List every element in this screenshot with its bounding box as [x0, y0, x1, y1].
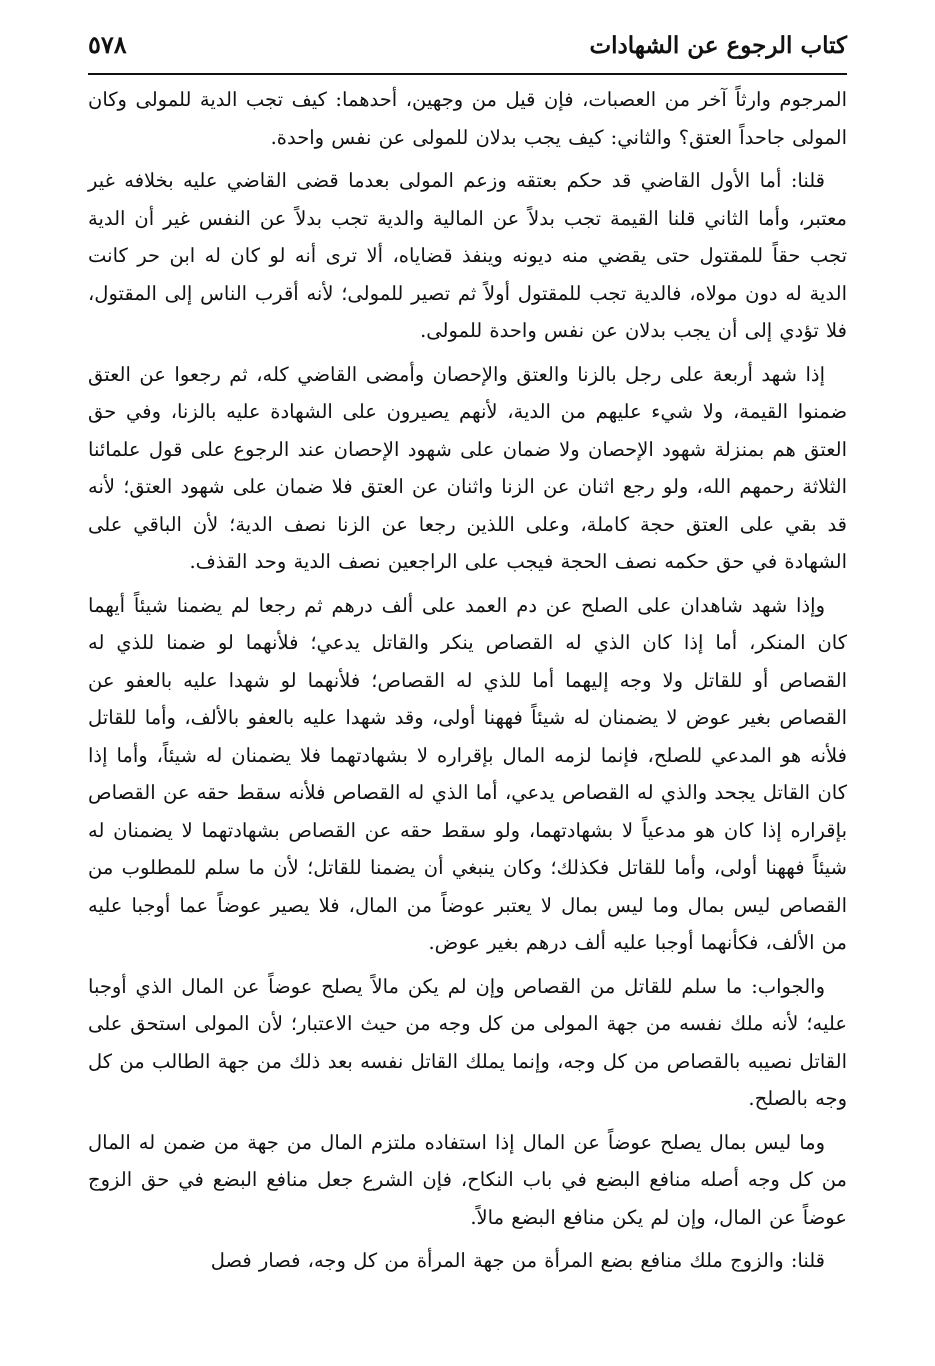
paragraph: قلنا: والزوج ملك منافع بضع المرأة من جهة المرأة من كل وجه، فصار فصل [210, 1249, 825, 1272]
page-body [88, 75, 847, 1280]
paragraph: وإذا شهد شاهدان على الصلح عن دم العمد على ألف درهم ثم رجعا لم يضمنا شيئاً أيهما كان المنكر، أما إذا كان الذي له القصاص ينكر والقاتل يدعي؛ فلأنهما لو ضمنا للذي له القصاص أو للقاتل ولا وجه إليهما أما للذي له القصاص؛ فلأنهما لو شهدا عليه بالعفو عن القصاص بغير عوض لا يضمنان له شيئاً فههنا أولى، وقد شهدا عليه بالعفو بالألف، وأما للقاتل فلأنه هو المدعي للصلح، فإنما لزمه المال بإقراره لا بشهادتهما فلا يضمنان له شيئاً، وأما إذا كان القاتل يجحد والذي له القصاص يدعي، أما الذي له القصاص فلأنه سقط حقه عن القصاص بإقراره إذا كان هو مدعياً لا بشهادتهما، ولو سقط حقه عن القصاص بشهادتهما لا يضمنان له شيئاً فههنا أولى، وأما للقاتل فكذلك؛ وكان ينبغي أن يضمنا للقاتل؛ لأن ما سلم للمطلوب من القصاص ليس بمال وما ليس بمال لا يعتبر عوضاً من المال، فلا يصير عوضاً عما أوجبا عليه من الألف، فكأنهما أوجبا عليه ألف درهم بغير عوض. [88, 593, 847, 954]
running-title: كتاب الرجوع عن الشهادات [589, 32, 847, 59]
page-header [88, 30, 847, 75]
paragraph: وما ليس بمال يصلح عوضاً عن المال إذا استفاده ملتزم المال من جهة من ضمن له المال من كل وجه أصله منافع البضع في باب النكاح، فإن الشرع جعل منافع البضع في حق الزوج عوضاً عن المال، وإن لم يكن منافع البضع مالاً. [88, 1130, 847, 1229]
paragraph: والجواب: ما سلم للقاتل من القصاص وإن لم يكن مالاً يصلح عوضاً عن المال الذي أوجبا عليه؛ لأنه ملك نفسه من جهة المولى من كل وجه من حيث الاعتبار؛ لأن المولى استحق على القاتل نصيبه بالقصاص من كل وجه، وإنما يملك القاتل نفسه بعد ذلك من جهة الطالب من كل وجه بالصلح. [88, 974, 847, 1110]
paragraph: إذا شهد أربعة على رجل بالزنا والعتق والإحصان وأمضى القاضي كله، ثم رجعوا عن العتق ضمنوا القيمة، ولا شيء عليهم من الدية، لأنهم يصيرون على الشهادة عليه بالزنا، وفي حق العتق هم بمنزلة شهود الإحصان ولا ضمان على شهود الإحصان عند الرجوع على قول علمائنا الثلاثة رحمهم الله، ولو رجع اثنان عن الزنا واثنان عن العتق فلا ضمان على شهود العتق؛ لأنه قد بقي على العتق حجة كاملة، وعلى اللذين رجعا عن الزنا نصف الدية؛ لأن الباقي على الشهادة في حق حكمه نصف الحجة فيجب على الراجعين نصف الدية وحد القذف. [88, 362, 847, 573]
paragraph: قلنا: أما الأول القاضي قد حكم بعتقه وزعم المولى بعدما قضى القاضي عليه بخلافه غير معتبر، وأما الثاني قلنا القيمة تجب بدلاً عن المالية والدية تجب بدلاً عن النفس غير أن الدية تجب حقاً للمقتول حتى يقضي منه ديونه وينفذ قضاياه، ألا ترى أنه لو كان له ابن حر كانت الدية له دون مولاه، فالدية تجب للمقتول أولاً ثم تصير للمولى؛ لأنه أقرب الناس إلى المقتول، فلا تؤدي إلى أن يجب بدلان عن نفس واحدة للمولى. [88, 169, 847, 342]
page-number: ٥٧٨ [88, 30, 127, 59]
paragraph: المرجوم وارثاً آخر من العصبات، فإن قيل من وجهين، أحدهما: كيف تجب الدية للمولى وكان المولى جاحداً العتق؟ والثاني: كيف يجب بدلان للمولى عن نفس واحدة. [88, 88, 847, 149]
